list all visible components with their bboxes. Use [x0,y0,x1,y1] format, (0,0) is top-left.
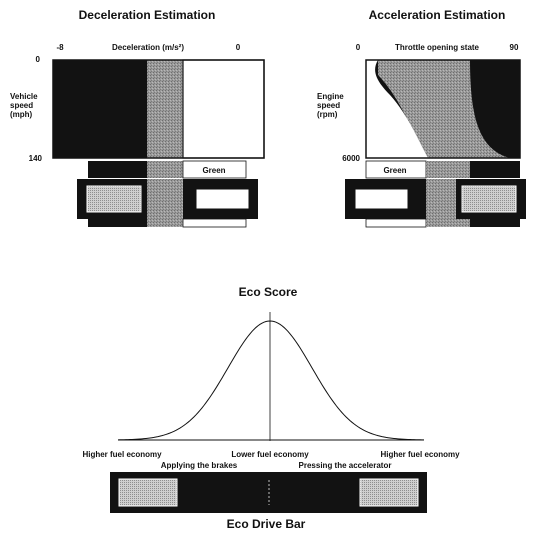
acceleration-estimation-panel [317,8,526,227]
acceleration-x-axis-title: Throttle opening state [395,43,479,52]
acceleration-bar-middle-cell [426,179,456,219]
eco-score-panel [82,285,460,459]
deceleration-y-axis-title [10,92,40,119]
eco-score-title: Eco Score [238,285,298,299]
deceleration-bar-middle-cell [147,179,183,219]
eco-score-center-label: Lower fuel economy [231,450,309,459]
deceleration-x-axis-title: Deceleration (m/s²) [111,43,185,52]
acceleration-bar-right-cell [462,186,516,212]
deceleration-green-label: Green [202,166,226,175]
deceleration-indicator-bar [77,179,258,227]
acceleration-chart-area [366,60,520,158]
acceleration-bar-lower-tab-white [366,219,426,227]
acceleration-y-max-label: 6000 [342,154,360,163]
deceleration-band-gray [147,161,183,178]
deceleration-x-max-label: 0 [235,43,241,52]
deceleration-y-title-line-3: (mph) [10,110,33,119]
eco-drive-bar-panel [110,461,427,531]
eco-drive-bar-left-cell [119,479,177,506]
eco-score-bell-curve [118,321,424,440]
deceleration-medium-zone [147,60,183,158]
acceleration-y-title-line-3: (rpm) [317,110,338,119]
acceleration-y-axis-title [317,92,346,119]
deceleration-chart-area [53,60,264,158]
eco-score-left-label: Higher fuel economy [82,450,162,459]
eco-drive-bar-right-cell [360,479,418,506]
deceleration-estimation-panel [10,8,264,227]
acceleration-band-gray [426,161,470,178]
deceleration-bar-lower-tab [147,219,183,227]
acceleration-x-max-label: 90 [509,43,519,52]
acceleration-mapping-band [366,161,520,178]
acceleration-title: Acceleration Estimation [368,8,506,22]
acceleration-y-title-line-2: speed [317,101,341,110]
acceleration-band-dark [470,161,520,178]
deceleration-bar-left-cell [87,186,141,212]
deceleration-band-dark [88,161,147,178]
eco-score-right-label: Higher fuel economy [380,450,460,459]
eco-drive-bar-left-label: Applying the brakes [160,461,238,470]
deceleration-y-max-label: 140 [28,154,42,163]
deceleration-y-min-label: 0 [35,55,40,64]
eco-drive-bar-title: Eco Drive Bar [226,517,306,531]
acceleration-green-label: Green [383,166,407,175]
acceleration-y-title-line-1: Engine [317,92,344,101]
deceleration-title: Deceleration Estimation [78,8,216,22]
deceleration-x-min-label: -8 [56,43,64,52]
acceleration-bar-lower-tab-gray [426,219,470,227]
deceleration-mapping-band [88,161,246,178]
deceleration-high-zone [53,60,147,158]
deceleration-bar-lower-tab-white [183,219,246,227]
deceleration-bar-right-cell [197,190,248,208]
deceleration-y-title-line-2: speed [10,101,34,110]
acceleration-bar-left-cell [356,190,407,208]
acceleration-bar-lower-tab-dark [470,219,520,227]
eco-drive-bar-right-label: Pressing the accelerator [298,461,392,470]
deceleration-y-title-line-1: Vehicle [10,92,38,101]
deceleration-low-zone [183,60,264,158]
acceleration-x-min-label: 0 [355,43,361,52]
deceleration-bar-lower-tab-dark [88,219,147,227]
acceleration-indicator-bar [345,179,526,227]
